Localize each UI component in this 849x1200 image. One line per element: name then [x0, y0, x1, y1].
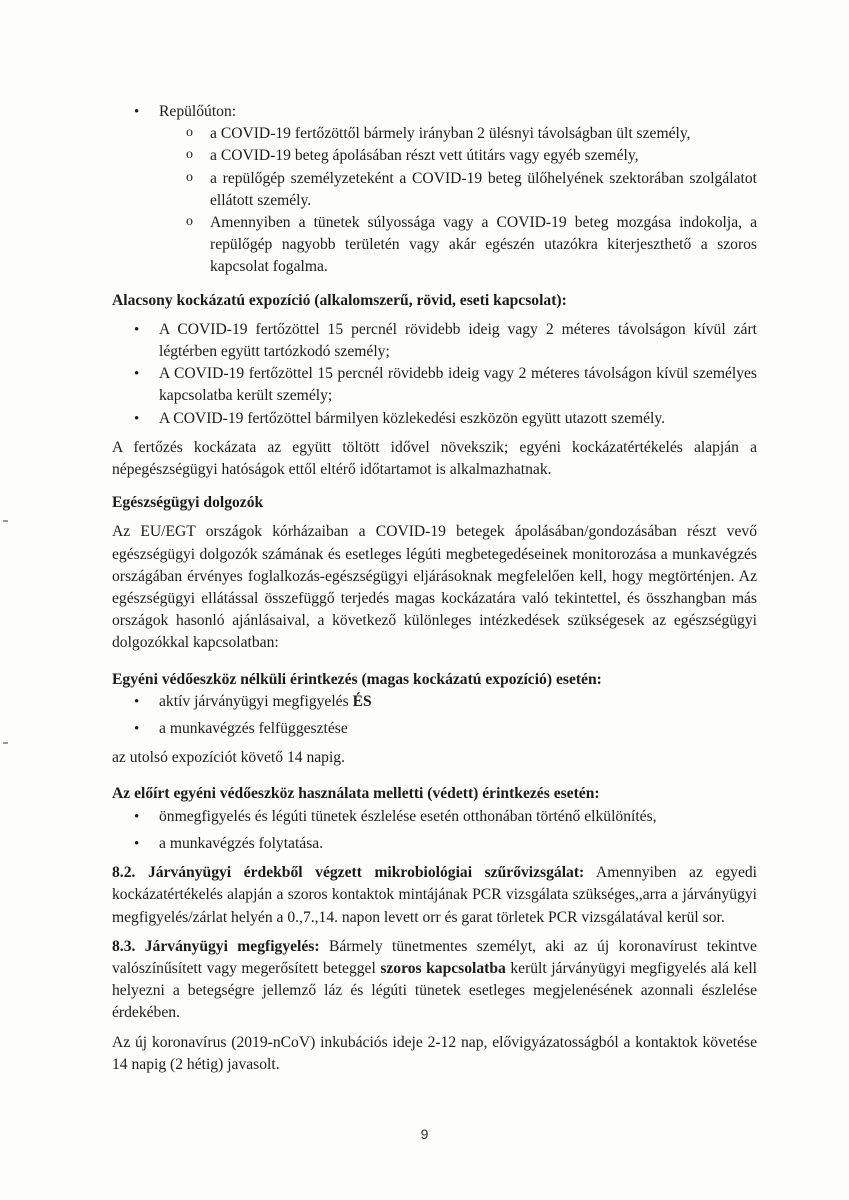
low-risk-list [112, 319, 757, 430]
section-8-2-title: 8.2. Járványügyi érdekből végzett mikrobiológiai szűrővizsgálat: [112, 864, 585, 882]
sub-list-item: o a repülőgép személyzeteként a COVID-19 beteg ülőhelyének szektorában szolgálatot ellátott személy. [112, 168, 757, 212]
health-workers-paragraph: Az EU/EGT országok kórházaiban a COVID-19 betegek ápolásában/gondozásában részt vevő egészségügyi dolgozók számának és esetleges légúti megbetegedéseinek monitorozása a munkavégzés országában érvényes foglalkozás-egészségügyi eljárásoknak megfelelően kell, hogy megtörténjen. Az egészségügyi ellátással összefüggő terjedés magas kockázatára való tekintettel, és összhangban más országok hasonló ajánlásaival, a következő különleges intézkedések szükségesek az egészségügyi dolgozókkal kapcsolatban: [112, 523, 757, 652]
low-risk-note: A fertőzés kockázata az együtt töltött idővel növekszik; egyéni kockázatértékelés alapján a népegészségügyi hatóságok ettől eltérő időtartamot is alkalmazhatnak. [112, 438, 757, 479]
low-risk-heading: Alacsony kockázatú expozíció (alkalomszerű, rövid, eseti kapcsolat): [112, 291, 567, 309]
incubation-paragraph: Az új koronavírus (2019-nCoV) inkubációs ideje 2-12 nap, elővigyázatosságból a kontaktok követése 14 napig (2 hétig) javasolt. [112, 1033, 757, 1073]
list-item [112, 691, 757, 713]
unprotected-heading: Egyéni védőeszköz nélküli érintkezés (magas kockázatú expozíció) esetén: [112, 670, 602, 688]
section-8-3-title: 8.3. Járványügyi megfigyelés: [112, 937, 320, 955]
list-item: • A COVID-19 fertőzöttel bármilyen közlekedési eszközön együtt utazott személy. [112, 408, 757, 430]
list-item: • a munkavégzés felfüggesztése [112, 718, 757, 740]
scan-margin-mark [3, 742, 8, 744]
airplane-label: Repülőúton: [159, 103, 237, 120]
protected-heading: Az előírt egyéni védőeszköz használata melletti (védett) érintkezés esetén: [112, 785, 600, 803]
scan-margin-mark [3, 520, 8, 522]
sub-list-item: o a COVID-19 beteg ápolásában részt vett útitárs vagy egyéb személy, [112, 145, 757, 167]
unprotected-list [112, 691, 757, 740]
list-item: • a munkavégzés folytatása. [112, 833, 757, 855]
list-item: • A COVID-19 fertőzöttel 15 percnél rövidebb ideig vagy 2 méteres távolságon kívül személyes kapcsolatba került személy; [112, 363, 757, 407]
protected-list [112, 806, 757, 855]
list-item: • önmegfigyelés és légúti tünetek észlelése esetén otthonában történő elkülönítés, [112, 806, 757, 828]
unprotected-after: az utolsó expozíciót követő 14 napig. [112, 749, 345, 767]
list-item: • A COVID-19 fertőzöttel 15 percnél rövidebb ideig vagy 2 méteres távolságon kívül zárt légtérben együtt tartózkodó személy; [112, 319, 757, 363]
airplane-list [112, 101, 757, 279]
list-item [112, 101, 757, 279]
airplane-sublist [112, 123, 757, 278]
section-8-3-bold-phrase: szoros kapcsolatba [380, 959, 506, 977]
section-8-3-text: Bármely tünetmentes személyt, aki az új koronavírust tekintve valószínűsített vagy megerősített beteggel [112, 937, 757, 977]
health-workers-heading: Egészségügyi dolgozók [112, 494, 264, 512]
sub-list-item: o Amennyiben a tünetek súlyossága vagy a COVID-19 beteg mozgása indokolja, a repülőgép nagyobb területén vagy akár egészén utazókra kiterjeszthető a szoros kapcsolat fogalma. [112, 212, 757, 279]
section-8-2 [112, 862, 757, 929]
section-8-2-text: Amennyiben az egyedi kockázatértékelés alapján a szoros kontaktok mintájának PCR vizsgálata szükséges,,arra a járványügyi megfigyelés/zárlat helyén a 0.,7.,14. napon levett orr és garat törletek PCR vizsgálatával kerül sor. [112, 864, 757, 926]
page-number: 9 [420, 1126, 429, 1142]
section-8-3-text-after: került járványügyi megfigyelés alá kell helyezni a betegségre jellemző láz és légúti tünetek esetleges megjelenésének azonnali észlelése érdekében. [112, 959, 757, 1022]
unprotected-item-bold: ÉS [352, 692, 372, 710]
page-content [112, 101, 757, 1076]
unprotected-item-text: aktív járványügyi megfigyelés [159, 692, 353, 710]
sub-list-item: o a COVID-19 fertőzöttől bármely irányban 2 ülésnyi távolságban ült személy, [112, 123, 757, 145]
section-8-3 [112, 936, 757, 1025]
